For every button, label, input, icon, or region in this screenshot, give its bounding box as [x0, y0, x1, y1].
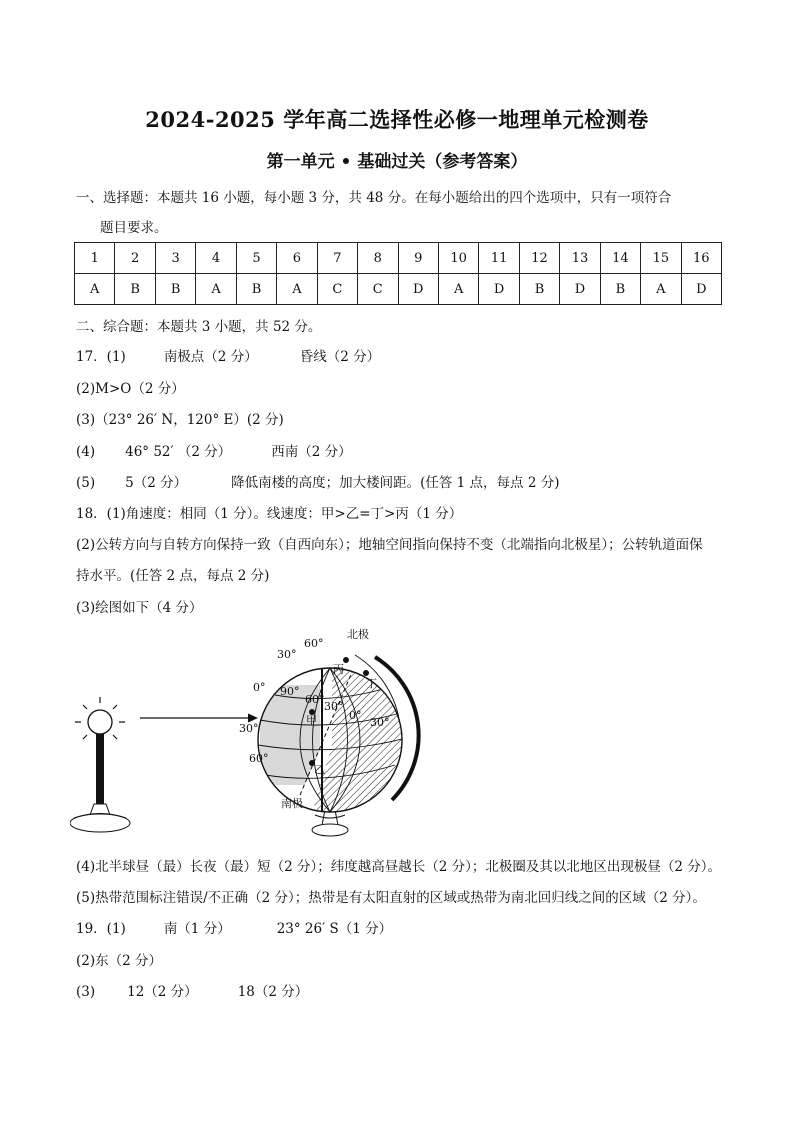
answer-cell: B — [155, 274, 195, 305]
answer-cell: D — [560, 274, 600, 305]
question-number: 11 — [479, 243, 519, 274]
q17-part4-answer-b: 西南（2 分） — [271, 444, 352, 460]
q17-part3: (3)（23° 26′ N，120° E）(2 分) — [76, 412, 284, 428]
answer-cell: D — [398, 274, 438, 305]
question-number: 2 — [115, 243, 155, 274]
section1-line2: 题目要求。 — [100, 220, 168, 236]
question-number: 5 — [236, 243, 276, 274]
question-number: 4 — [196, 243, 236, 274]
label-lon-90: 90° — [280, 685, 300, 698]
q19-part3-answer-b: 18（2 分） — [237, 984, 309, 1000]
q19-part1 — [76, 917, 392, 937]
q17-part1-label: 17．(1) — [76, 349, 126, 365]
q18-part3: (3)绘图如下（4 分） — [76, 600, 203, 616]
sun-stand — [70, 734, 130, 832]
question-number: 3 — [155, 243, 195, 274]
q19-part1-answer-b: 23° 26′ S（1 分） — [276, 921, 393, 937]
answer-cell: B — [236, 274, 276, 305]
section1-line1: 一、选择题：本题共 16 小题，每小题 3 分，共 48 分。在每小题给出的四个选项中，只有一项符合 — [76, 190, 672, 206]
q19-part3-label: (3) — [76, 984, 96, 1000]
point-ding-dot — [363, 670, 369, 676]
south-pole-label: 南极 — [281, 797, 303, 810]
question-number: 9 — [398, 243, 438, 274]
question-number: 12 — [519, 243, 559, 274]
answer-cell: A — [196, 274, 236, 305]
q19-part2: (2)东（2 分） — [76, 953, 163, 969]
label-lat-30-left: 30° — [277, 648, 297, 661]
label-lat-30-right: 30° — [370, 716, 390, 729]
question-number: 1 — [75, 243, 115, 274]
question-number: 6 — [277, 243, 317, 274]
q18-part1: 18．(1)角速度：相同（1 分）。线速度：甲>乙=丁>丙（1 分） — [76, 506, 463, 522]
label-lat-60-center: 60° — [305, 693, 325, 706]
label-lat-30-center: 30° — [324, 700, 344, 713]
answer-cell: D — [479, 274, 519, 305]
question-number: 8 — [358, 243, 398, 274]
q17-part5-answer-b: 降低南楼的高度；加大楼间距。(任答 1 点，每点 2 分) — [231, 475, 560, 491]
answer-cell: B — [519, 274, 559, 305]
north-pole-label: 北极 — [347, 628, 369, 641]
answer-table — [74, 242, 722, 305]
answer-table-number-row — [75, 243, 722, 274]
answer-cell: A — [438, 274, 478, 305]
question-number: 15 — [641, 243, 681, 274]
section2-heading: 二、综合题：本题共 3 小题，共 52 分。 — [76, 319, 322, 335]
q17-part4 — [76, 440, 352, 460]
point-yi-label: 乙 — [314, 763, 325, 776]
q17-part4-label: (4) — [76, 444, 96, 460]
q17-part5-answer-a: 5（2 分） — [125, 475, 188, 491]
q17-part2: (2)M>O（2 分） — [76, 381, 185, 397]
globe-diagram — [70, 625, 430, 840]
question-number: 13 — [560, 243, 600, 274]
q18-part2-line2: 持水平。(任答 2 点，每点 2 分) — [76, 568, 270, 584]
question-number: 7 — [317, 243, 357, 274]
answer-cell: C — [358, 274, 398, 305]
q17-part1 — [76, 345, 380, 365]
q19-part1-label: 19．(1) — [76, 921, 126, 937]
q17-part5 — [76, 471, 560, 491]
q19-part3-answer-a: 12（2 分） — [127, 984, 198, 1000]
label-lat-60-bottom: 60° — [249, 752, 269, 765]
answer-cell: A — [641, 274, 681, 305]
q17-part1-answer-a: 南极点（2 分） — [163, 349, 258, 365]
page-subtitle: 第一单元 • 基础过关（参考答案） — [266, 152, 528, 172]
q19-part3 — [76, 980, 308, 1000]
label-lon-0-center: 0° — [349, 709, 362, 722]
q19-part1-answer-a: 南（1 分） — [163, 921, 231, 937]
label-lon-0: 0° — [253, 681, 266, 694]
q18-part4: (4)北半球昼（最）长夜（最）短（2 分）；纬度越高昼越长（2 分）；北极圈及其以北地区出现极昼（2 分）。 — [76, 859, 722, 875]
question-number: 16 — [681, 243, 721, 274]
answer-cell: A — [75, 274, 115, 305]
answer-table-answer-row — [75, 274, 722, 305]
point-jia-label: 甲 — [306, 714, 317, 727]
answer-cell: B — [115, 274, 155, 305]
q17-part4-answer-a: 46° 52′ （2 分） — [125, 444, 232, 460]
question-number: 10 — [438, 243, 478, 274]
point-ding-label: 丁 — [366, 677, 377, 690]
label-lat-60-top: 60° — [304, 637, 324, 650]
answer-cell: B — [600, 274, 640, 305]
q17-part1-answer-b: 昏线（2 分） — [299, 349, 381, 365]
page-title: 2024-2025 学年高二选择性必修一地理单元检测卷 — [145, 107, 649, 132]
answer-cell: A — [277, 274, 317, 305]
label-lat-30-mid: 30° — [239, 722, 259, 735]
question-number: 14 — [600, 243, 640, 274]
point-bing-label: 丙 — [333, 663, 344, 676]
q17-part5-label: (5) — [76, 475, 96, 491]
q18-part5: (5)热带范围标注错误/不正确（2 分）；热带是有太阳直射的区域或热带为南北回归线之间的区域（2 分）。 — [76, 890, 706, 906]
answer-cell: C — [317, 274, 357, 305]
q18-part2-line1: (2)公转方向与自转方向保持一致（自西向东）；地轴空间指向保持不变（北端指向北极星）；公转轨道面保 — [76, 537, 703, 553]
globe-stand — [312, 810, 348, 836]
answer-cell: D — [681, 274, 721, 305]
